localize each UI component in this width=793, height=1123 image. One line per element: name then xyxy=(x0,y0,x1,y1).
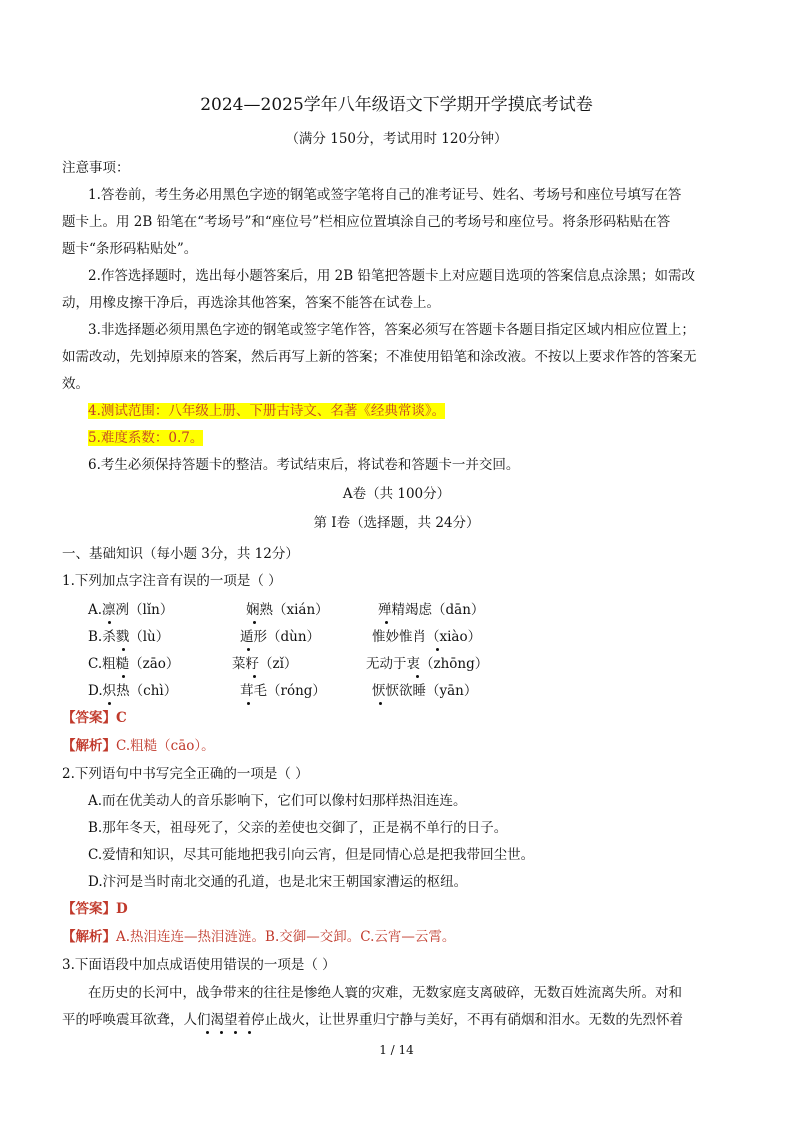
note-line: 效。 xyxy=(62,376,89,392)
note-line: 如需改动，先划掉原来的答案，然后再写上新的答案；不准使用铅笔和涂改液。不按以上要求作答的答案无 xyxy=(62,349,697,365)
note-line: 3.非选择题必须用黑色字迹的钢笔或签字笔作答，答案必须写在答题卡各题目指定区域内相应位置上； xyxy=(88,322,695,338)
note-highlight-difficulty: 5.难度系数：0.7。 xyxy=(88,430,204,446)
note-line: 1.答卷前，考生务必用黑色字迹的钢笔或签字笔将自己的准考证号、姓名、考场号和座位号填写在答 xyxy=(88,187,682,203)
emphasis-dot xyxy=(253,621,256,624)
q2-analysis-label: 【解析】 xyxy=(62,929,116,945)
q2-analysis: A.热泪连连—热泪涟涟。B.交御—交卸。C.云宵—云霄。 xyxy=(116,929,456,945)
q1-option-c: C.粗糙（zāo） xyxy=(88,656,180,672)
q1-option-b-word3: 惟妙惟肖（xiào） xyxy=(372,629,482,645)
q1-analysis-label: 【解析】 xyxy=(62,738,116,754)
q2-answer-label: 【答案】 xyxy=(62,901,116,917)
note-highlight-scope: 4.测试范围：八年级上册、下册古诗文、名著《经典常谈》。 xyxy=(88,403,446,419)
q3-stem: 3.下面语段中加点成语使用错误的一项是（ ） xyxy=(62,957,336,973)
part-one-heading: 第 I卷（选择题，共 24分） xyxy=(313,515,480,531)
emphasis-dot xyxy=(206,1031,209,1034)
emphasis-dot xyxy=(416,675,419,678)
q1-option-b-word2: 遁形（dùn） xyxy=(240,629,321,645)
q1-option-a-word3: 殚精竭虑（dān） xyxy=(378,602,485,618)
note-line: 2.作答选择题时，选出每小题答案后，用 2B 铅笔把答题卡上对应题目选项的答案信息点涂黑；如需改 xyxy=(88,268,695,284)
note-line: 题卡上。用 2B 铅笔在“考场号”和“座位号”栏相应位置填涂自己的考场号和座位号。将条形码粘贴在答 xyxy=(62,214,671,230)
q2-option-d: D.汴河是当时南北交通的孔道，也是北宋王朝国家漕运的枢纽。 xyxy=(88,874,468,890)
q1-option-a: A.凛冽（lǐn） xyxy=(88,602,174,618)
q2-stem: 2.下列语句中书写完全正确的一项是（ ） xyxy=(62,766,309,782)
note-line: 题卡“条形码粘贴处”。 xyxy=(62,241,198,257)
volume-a-heading: A卷（共 100分） xyxy=(342,486,451,502)
q1-option-b: B.杀戮（lù） xyxy=(88,629,170,645)
page-number: 1 / 14 xyxy=(379,1043,414,1057)
q2-answer: D xyxy=(116,901,128,917)
q1-option-c-word2: 菜籽（zǐ） xyxy=(232,656,298,672)
q1-answer-label: 【答案】 xyxy=(62,710,116,726)
q3-paragraph-line: 平的呼唤震耳欲聋，人们渴望着停止战火，让世界重归宁静与美好，不再有硝烟和泪水。无数的先烈怀着 xyxy=(62,1012,683,1028)
q1-option-d-word2: 茸毛（róng） xyxy=(240,683,326,699)
q2-option-a: A.而在优美动人的音乐影响下，它们可以像村妇那样热泪连连。 xyxy=(88,793,467,809)
q1-analysis: C.粗糙（cāo）。 xyxy=(116,738,215,754)
q3-paragraph-line: 在历史的长河中，战争带来的往往是惨绝人寰的灾难，无数家庭支离破碎，无数百姓流离失所。对和 xyxy=(88,985,682,1001)
emphasis-dot xyxy=(108,702,111,705)
q2-option-b: B.那年冬天，祖母死了，父亲的差使也交御了，正是祸不单行的日子。 xyxy=(88,820,508,836)
note-line: 6.考生必须保持答题卡的整洁。考试结束后，将试卷和答题卡一并交回。 xyxy=(88,457,520,473)
page-subtitle: （满分 150分，考试用时 120分钟） xyxy=(285,131,508,147)
q1-option-c-word3: 无动于衷（zhōng） xyxy=(366,656,489,672)
emphasis-dot xyxy=(122,648,125,651)
emphasis-dot xyxy=(436,648,439,651)
emphasis-dot xyxy=(247,648,250,651)
emphasis-dot xyxy=(220,1031,223,1034)
section-one-heading: 一、基础知识（每小题 3分，共 12分） xyxy=(62,546,299,562)
emphasis-dot xyxy=(234,1031,237,1034)
notes-heading: 注意事项： xyxy=(62,160,130,176)
q1-option-d-word3: 恹恹欲睡（yān） xyxy=(372,683,478,699)
q1-stem: 1.下列加点字注音有误的一项是（ ） xyxy=(62,573,282,589)
emphasis-dot xyxy=(385,621,388,624)
emphasis-dot xyxy=(253,675,256,678)
q1-option-d: D.炽热（chì） xyxy=(88,683,178,699)
emphasis-dot xyxy=(248,1031,251,1034)
emphasis-dot xyxy=(247,702,250,705)
q1-answer: C xyxy=(116,710,127,726)
emphasis-dot xyxy=(379,702,382,705)
page-title: 2024—2025学年八年级语文下学期开学摸底考试卷 xyxy=(200,95,593,115)
emphasis-dot xyxy=(108,621,111,624)
note-line: 动，用橡皮擦干净后，再选涂其他答案，答案不能答在试卷上。 xyxy=(62,295,440,311)
q1-option-a-word2: 娴熟（xián） xyxy=(246,602,329,618)
emphasis-dot xyxy=(122,675,125,678)
q2-option-c: C.爱情和知识，尽其可能地把我引向云宵，但是同情心总是把我带回尘世。 xyxy=(88,847,535,863)
